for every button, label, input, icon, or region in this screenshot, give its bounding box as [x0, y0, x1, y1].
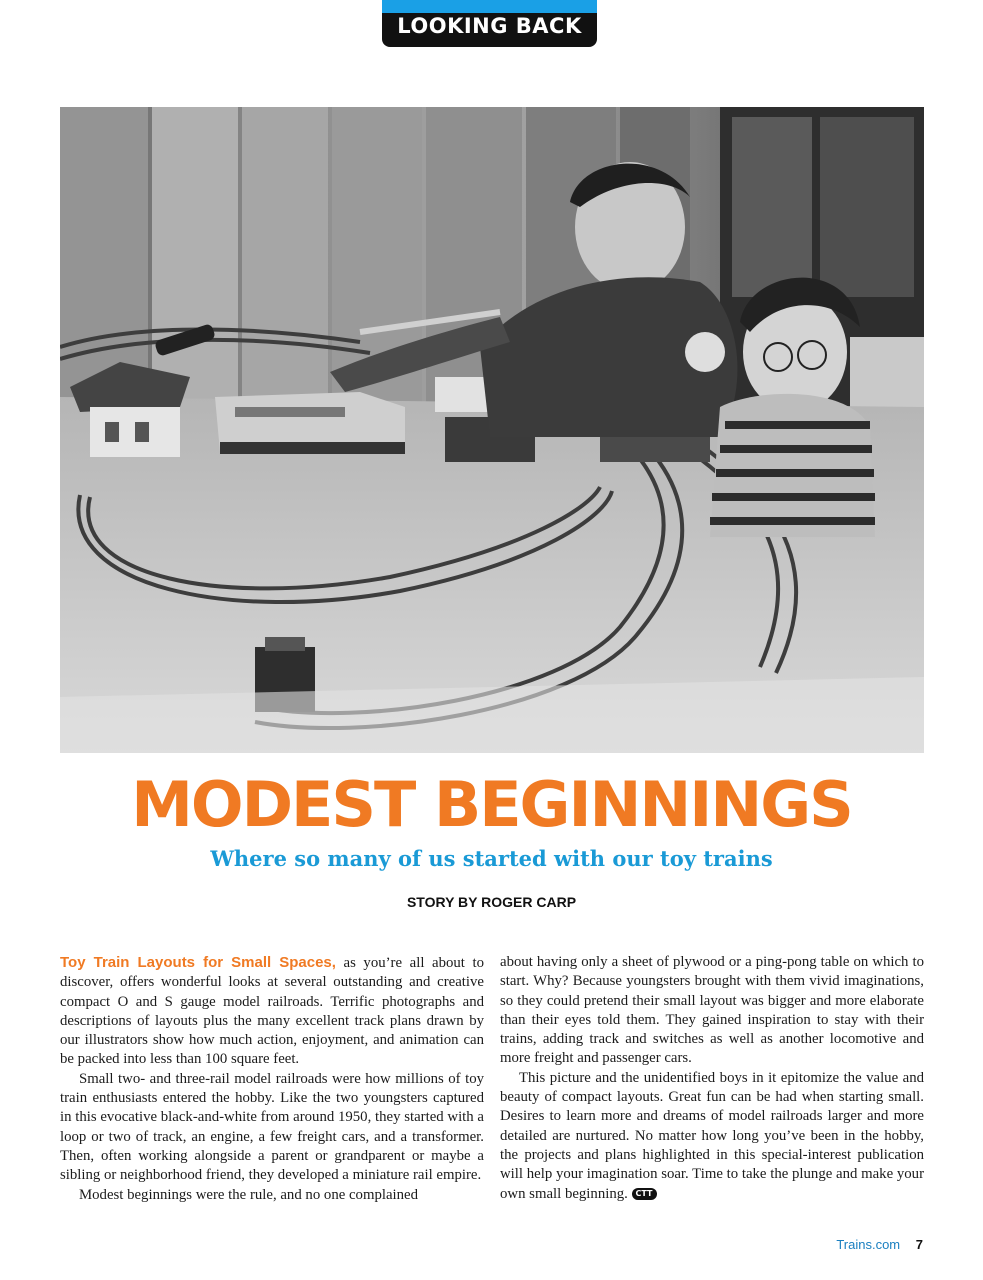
section-stripe [382, 0, 597, 13]
subhead: Where so many of us started with our toy trains [210, 846, 773, 871]
article-column-left [60, 953, 484, 1205]
end-mark-icon: CTT [632, 1188, 657, 1200]
vintage-toy-train-photo [60, 107, 924, 753]
paragraph-1 [60, 953, 484, 1070]
page-footer [836, 1237, 923, 1252]
locomotive [215, 392, 405, 454]
section-tab [382, 0, 597, 47]
paragraph-4 [500, 1069, 924, 1204]
section-label: LOOKING BACK [397, 14, 582, 38]
photo-illustration [60, 107, 924, 753]
byline: STORY BY ROGER CARP [406, 894, 577, 910]
paragraph-1-text: as you’re all about to discover, offers wonderful looks at several outstanding and creative compact O and S gauge model railroads. Terrific photographs and descriptions of layouts plus the many excellent track plans drawn by our illustrators show how much action, enjoyment, and animation can be packed into less than 100 square feet. [60, 955, 484, 1068]
page-number: 7 [915, 1237, 923, 1252]
article-column-right [500, 953, 924, 1204]
site-link[interactable]: Trains.com [836, 1237, 901, 1252]
paragraph-3-continued: about having only a sheet of plywood or a ping-pong table on which to start. Why? Because youngsters brought with them vivid imaginations, so they could pretend their small layout was bigger and more elaborate than their eyes told them. They gained inspiration to stay with their trains, adding track and switches as well as another locomotive and more freight and passenger cars. [500, 954, 924, 1067]
paragraph-4-text: This picture and the unidentified boys in it epitomize the value and beauty of compact layouts. Great fun can be had when starting small. Desires to learn more and dreams of model railroads larger and more detailed are nurtured. No matter how long you’ve been in the hobby, the projects and plans highlighted in this special-interest publication will help your imagination soar. Time to take the plunge and make your own small beginning. [500, 1069, 924, 1202]
paragraph-3-start: Modest beginnings were the rule, and no one complained [79, 1186, 419, 1203]
headline: MODEST BEGINNINGS [131, 768, 852, 841]
lead-in-title: Toy Train Layouts for Small Spaces, [60, 954, 336, 971]
paragraph-2: Small two- and three-rail model railroads were how millions of toy train enthusiasts entered the hobby. Like the two youngsters captured in this evocative black-and-white from around 1950, they started with a loop or two of track, an engine, a few freight cars, and a transformer. Then, often working alongside a parent or grandparent or maybe a sibling or neighborhood friend, they developed a miniature rail empire. [60, 1070, 484, 1184]
